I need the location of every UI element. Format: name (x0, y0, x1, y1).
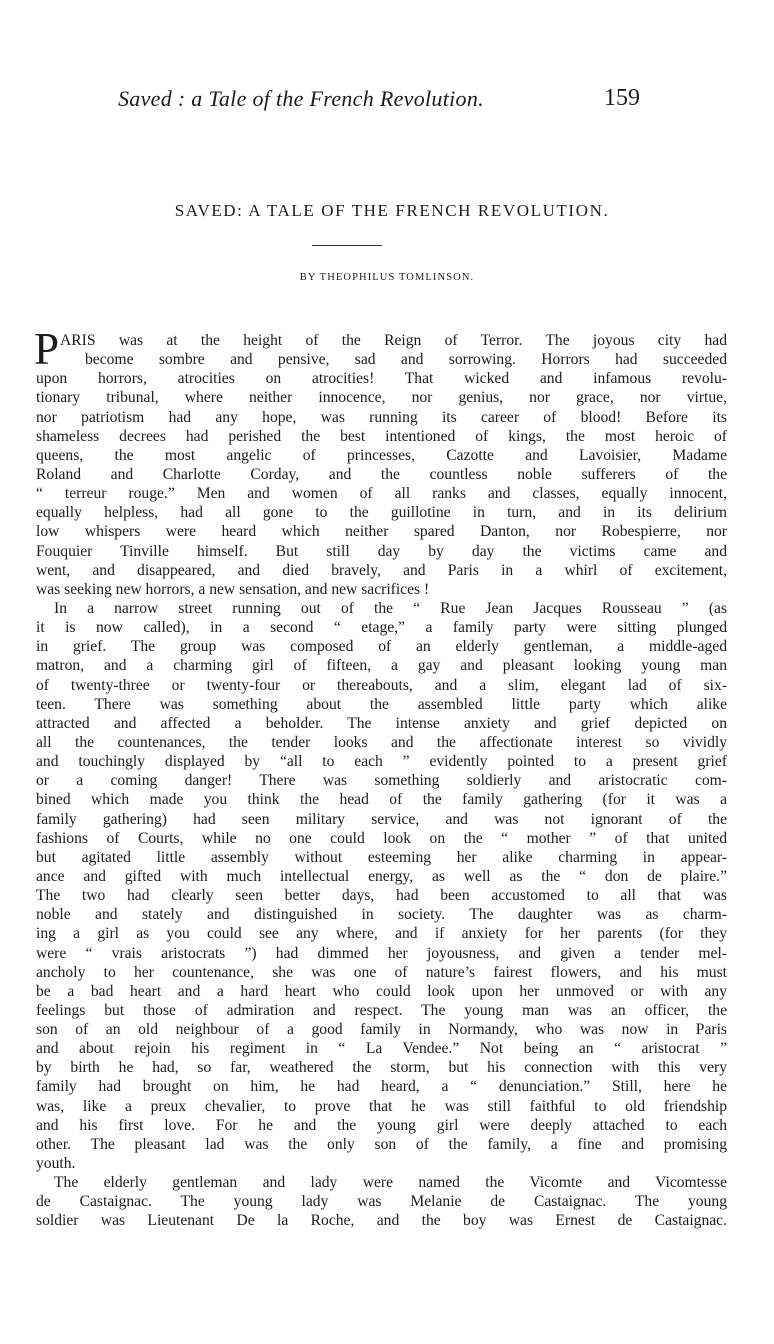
text-line: by birth he had, so far, weathered the storm, but his connection with this very (36, 1059, 727, 1077)
text-line: nor patriotism had any hope, was running its career of blood! Before its (36, 408, 727, 426)
text-line: in grief. The group was composed of an elderly gentleman, a middle-aged (36, 638, 727, 656)
text-line: upon horrors, atrocities on atrocities! That wicked and infamous revolu- (36, 370, 727, 388)
page-number: 159 (604, 85, 640, 111)
text-line: attracted and affected a beholder. The intense anxiety and grief depicted on (36, 714, 727, 732)
text-line: teen. There was something about the assembled little party which alike (36, 695, 727, 713)
drop-cap: P (34, 324, 60, 374)
text-line: it is now called), in a second “ etage,” a family party were sitting plunged (36, 619, 727, 637)
byline: BY THEOPHILUS TOMLINSON. (299, 272, 475, 283)
text-line: and his first love. For he and the young girl were deeply attached to each (36, 1116, 727, 1134)
text-line: ing a girl as you could see any where, and if anxiety for her parents (for they (36, 925, 727, 943)
paragraph-1 (34, 324, 727, 599)
text-line: and about rejoin his regiment in “ La Vendee.” Not being an “ aristocrat ” (36, 1040, 727, 1058)
text-line: de Castaignac. The young lady was Melanie de Castaignac. The young (36, 1193, 727, 1211)
text-line: of twenty-three or twenty-four or thereabouts, and a slim, elegant lad of six- (36, 676, 727, 694)
text-line: youth. (36, 1155, 76, 1173)
text-line: tionary tribunal, where neither innocence, nor genius, nor grace, nor virtue, (36, 389, 727, 407)
paragraph-3 (36, 1173, 727, 1230)
text-line: ance and gifted with much intellectual energy, as well as the “ don de plaire.” (36, 867, 727, 885)
text-line: low whispers were heard which neither spared Danton, nor Robespierre, nor (36, 523, 727, 541)
text-line: but agitated little assembly without esteeming her alike charming in appear- (36, 848, 727, 866)
text-line: ARIS was at the height of the Reign of Terror. The joyous city had (60, 332, 727, 349)
text-line: be a bad heart and a hard heart who could look upon her unmoved or with any (36, 982, 727, 1000)
text-line: equally helpless, had all gone to the guillotine in turn, and in its delirium (36, 504, 727, 522)
text-line: went, and disappeared, and died bravely, and Paris in a whirl of excitement, (36, 561, 727, 579)
text-line: feelings but those of admiration and respect. The young man was an officer, the (36, 1001, 727, 1019)
article-title: SAVED: A TALE OF THE FRENCH REVOLUTION. (174, 201, 610, 220)
text-line: queens, the most angelic of princesses, Cazotte and Lavoisier, Madame (36, 446, 727, 464)
text-line: In a narrow street running out of the “ Rue Jean Jacques Rousseau ” (as (54, 599, 727, 617)
text-line: was, like a preux chevalier, to prove that he was still faithful to old friendship (36, 1097, 727, 1115)
text-line: and touchingly displayed by “all to each ” evidently pointed to a present grief (36, 753, 727, 771)
running-title: Saved : a Tale of the French Revolution. (118, 86, 484, 111)
text-line: other. The pleasant lad was the only son of the family, a fine and promising (36, 1135, 727, 1153)
paragraph-2 (36, 599, 727, 1173)
text-line: son of an old neighbour of a good family in Normandy, who was now in Paris (36, 1021, 727, 1039)
text-line: or a coming danger! There was something soldierly and aristocratic com- (36, 772, 727, 790)
text-line: The two had clearly seen better days, had been accustomed to all that was (36, 887, 727, 905)
text-line: Roland and Charlotte Corday, and the countless noble sufferers of the (36, 465, 727, 483)
text-line: family gathering) had seen military service, and was not ignorant of the (36, 810, 727, 828)
article-body (34, 324, 727, 1231)
text-line: become sombre and pensive, sad and sorrowing. Horrors had succeeded (85, 351, 727, 369)
text-line: family had brought on him, he had heard, a “ denunciation.” Still, here he (36, 1078, 727, 1096)
text-line: was seeking new horrors, a new sensation, and new sacrifices ! (36, 580, 430, 598)
text-line: The elderly gentleman and lady were named the Vicomte and Vicomtesse (54, 1174, 727, 1192)
text-line: all the countenances, the tender looks and the affectionate interest so vividly (36, 733, 727, 751)
text-line: bined which made you think the head of the family gathering (for it was a (36, 791, 727, 809)
text-line: soldier was Lieutenant De la Roche, and the boy was Ernest de Castaignac. (36, 1212, 727, 1230)
text-line: ancholy to her countenance, she was one of nature’s fairest flowers, and his must (36, 963, 727, 981)
text-line: matron, and a charming girl of fifteen, a gay and pleasant looking young man (36, 657, 727, 675)
text-line: shameless decrees had perished the best intentioned of kings, the most heroic of (36, 427, 727, 445)
text-line: Fouquier Tinville himself. But still day by day the victims came and (36, 542, 727, 560)
running-head (0, 86, 774, 126)
text-line: “ terreur rouge.” Men and women of all ranks and classes, equally innocent, (36, 485, 727, 503)
text-line: noble and stately and distinguished in society. The daughter was as charm- (36, 906, 727, 924)
text-line: fashions of Courts, while no one could look on the “ mother ” of that united (36, 829, 727, 847)
title-rule (312, 245, 382, 246)
text-line: were “ vrais aristocrats ”) had dimmed her joyousness, and given a tender mel- (36, 944, 727, 962)
